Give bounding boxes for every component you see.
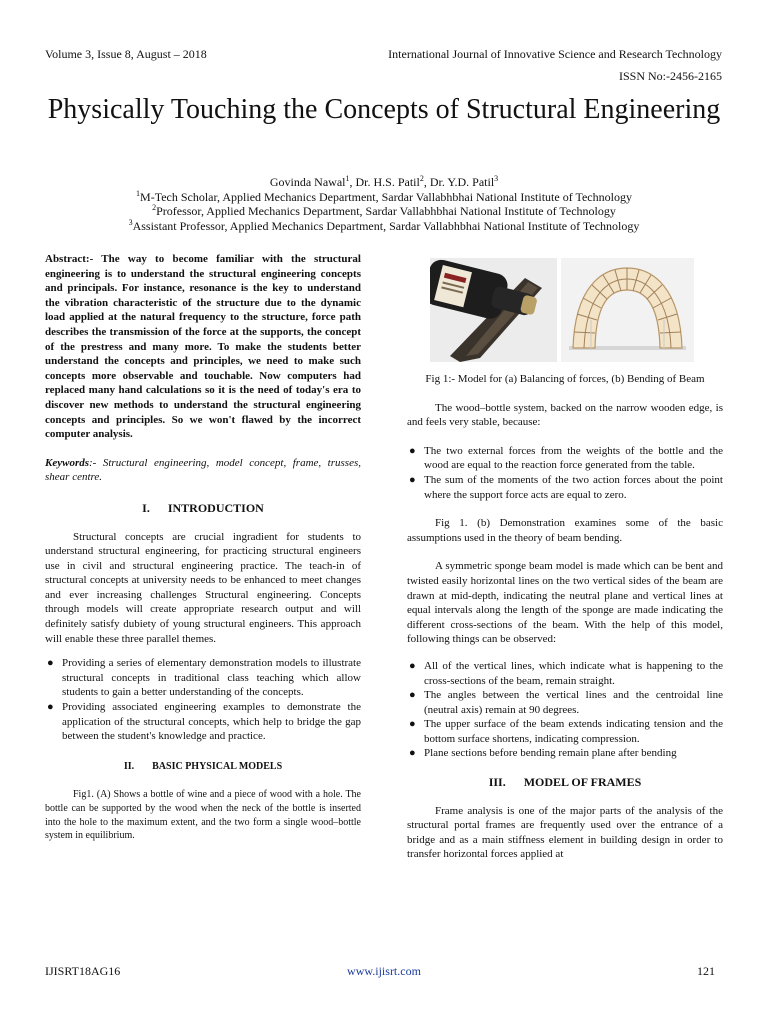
affiliation-3: $^3$Assistant Professor, Applied Mechanics Department, Sardar Vallabhbhai National Institute of Technology — [128, 217, 640, 233]
bottle-system-paragraph: The wood–bottle system, backed on the narrow wooden edge, is and feels very stable, because: — [407, 401, 723, 429]
bullet-icon: ● — [409, 747, 416, 760]
bullet-icon: ● — [409, 718, 416, 731]
right-column — [407, 258, 723, 862]
bullet-icon: ● — [409, 689, 416, 702]
author-3: Dr. Y.D. Patil — [429, 175, 495, 189]
figure-1b-sponge-beam-photo — [561, 258, 694, 362]
abstract: Abstract:- The way to become familiar with the structural engineering is to understand the structural engineering concepts and principals. For instance, resonance is the key to understand the vibration characteristic of the structure due to the dynamic load applied at the natural frequency to the structure, force path describes the transmission of the force at the supports, the concept of the prestress and many more. To make the students better understand the concepts and principles, we need to make such concepts more observable and touchable. Now computers had replaced many hand calculations so it is the need of today's era to discover new methods to understand the structural engineering concepts and principles. So we won't flawed by the incorrect computer analysis. — [45, 253, 361, 441]
section-heading-model-of-frames: III. MODEL OF FRAMES — [488, 775, 642, 790]
figure-1-caption: Fig 1:- Model for (a) Balancing of forces, (b) Bending of Beam — [425, 373, 705, 385]
paper-id: IJISRT18AG16 — [45, 964, 121, 978]
bullet-icon: ● — [47, 657, 54, 670]
bullet-icon: ● — [409, 444, 416, 457]
affiliation-2: $^2$Professor, Applied Mechanics Department, Sardar Vallabhbhai National Institute of Technology — [152, 203, 616, 219]
list-item: ● All of the vertical lines, which indicate what is happening to the cross-sections of the beam, remain straight. — [409, 659, 723, 687]
beam-observations-list — [407, 659, 723, 761]
left-column — [45, 252, 361, 843]
section-heading-introduction: I. INTRODUCTION — [142, 500, 264, 515]
list-item: ● Providing associated engineering examples to demonstrate the application of the structural concepts, which help to bridge the gap between the student's knowledge and practice. — [47, 701, 361, 743]
bottle-system-list — [407, 444, 723, 502]
journal-issn: ISSN No:-2456-2165 — [618, 69, 722, 83]
page-number: 121 — [697, 964, 715, 978]
introduction-list — [45, 656, 361, 744]
affiliation-1: $^1$M-Tech Scholar, Applied Mechanics Department, Sardar Vallabhbhai National Institute of Technology — [136, 188, 632, 204]
author-line: Govinda Nawal$^1$, Dr. H.S. Patil$^2$, Dr. Y.D. Patil$^3$ — [269, 174, 499, 189]
author-1: Govinda Nawal — [269, 175, 346, 189]
bullet-icon: ● — [409, 473, 416, 486]
bullet-icon: ● — [47, 701, 54, 714]
list-item: ● Providing a series of elementary demonstration models to illustrate structural concepts in traditional class teaching which allow students to gain a better understanding of the concepts. — [47, 657, 361, 699]
sponge-beam-paragraph: A symmetric sponge beam model is made which can be bent and twisted easily horizontal lines on the two vertical sides of the beam are drawn at mid-depth, indicating the neutral plane and vertical lines at equal intervals along the length of the sponge are made indicating the different cross-sections of the beam. With the help of this model, following things can be observed: — [407, 560, 723, 646]
keywords: Keywords:- Structural engineering, model concept, frame, trusses, shear centre. — [45, 456, 361, 484]
bullet-icon: ● — [409, 659, 416, 672]
journal-name: International Journal of Innovative Science and Research Technology — [388, 47, 722, 61]
journal-website-link[interactable]: www.ijisrt.com — [347, 964, 421, 978]
introduction-paragraph: Structural concepts are crucial ingradient for students to understand structural engineering, for practicing structural engineers use in civil and structural engineering practice. The teach-in of structural concepts at university needs to be enhanced to meet changes and ever increasing challenges Structural engineering. Concepts through models will create appropriate research output and will definitely satisfy dubiety of young structural engineers. This approach will enable these three parallel themes. — [45, 530, 361, 645]
beam-bending-intro-paragraph: Fig 1. (b) Demonstration examines some of the basic assumptions used in the theory of beam bending. — [407, 517, 723, 544]
list-item: ● Plane sections before bending remain plane after bending — [409, 747, 677, 760]
author-block — [40, 175, 728, 233]
list-item: ● The upper surface of the beam extends indicating tension and the bottom surface shortens, indicating compression. — [409, 718, 723, 745]
section-heading-basic-physical-models: II. BASIC PHYSICAL MODELS — [123, 760, 283, 772]
figure-1a-bottle-photo — [430, 258, 557, 362]
basic-models-paragraph: Fig1. (A) Shows a bottle of wine and a piece of wood with a hole. The bottle can be supported by the wood when the neck of the bottle is inserted into the hole to the maximum extent, and the two form a single wood–bottle system in equilibrium. — [45, 789, 361, 842]
author-2: Dr. H.S. Patil — [355, 175, 420, 189]
journal-volume: Volume 3, Issue 8, August – 2018 — [45, 47, 207, 61]
list-item: ● The angles between the vertical lines and the centroidal line (neutral axis) remain at 90 degrees. — [409, 689, 723, 716]
frames-paragraph: Frame analysis is one of the major parts of the analysis of the structural portal frames are frequently used over the entrance of a bridge and as a main stiffness element in building design in order to transfer horizontal forces applied at — [407, 804, 723, 861]
paper-title: Physically Touching the Concepts of Structural Engineering — [47, 94, 721, 125]
list-item: ● The two external forces from the weights of the bottle and the wood are equal to the reaction force generated from the table. — [409, 444, 723, 472]
list-item: ● The sum of the moments of the two action forces about the point where the support force acts are equal to zero. — [409, 473, 723, 501]
figure-1 — [406, 258, 724, 362]
